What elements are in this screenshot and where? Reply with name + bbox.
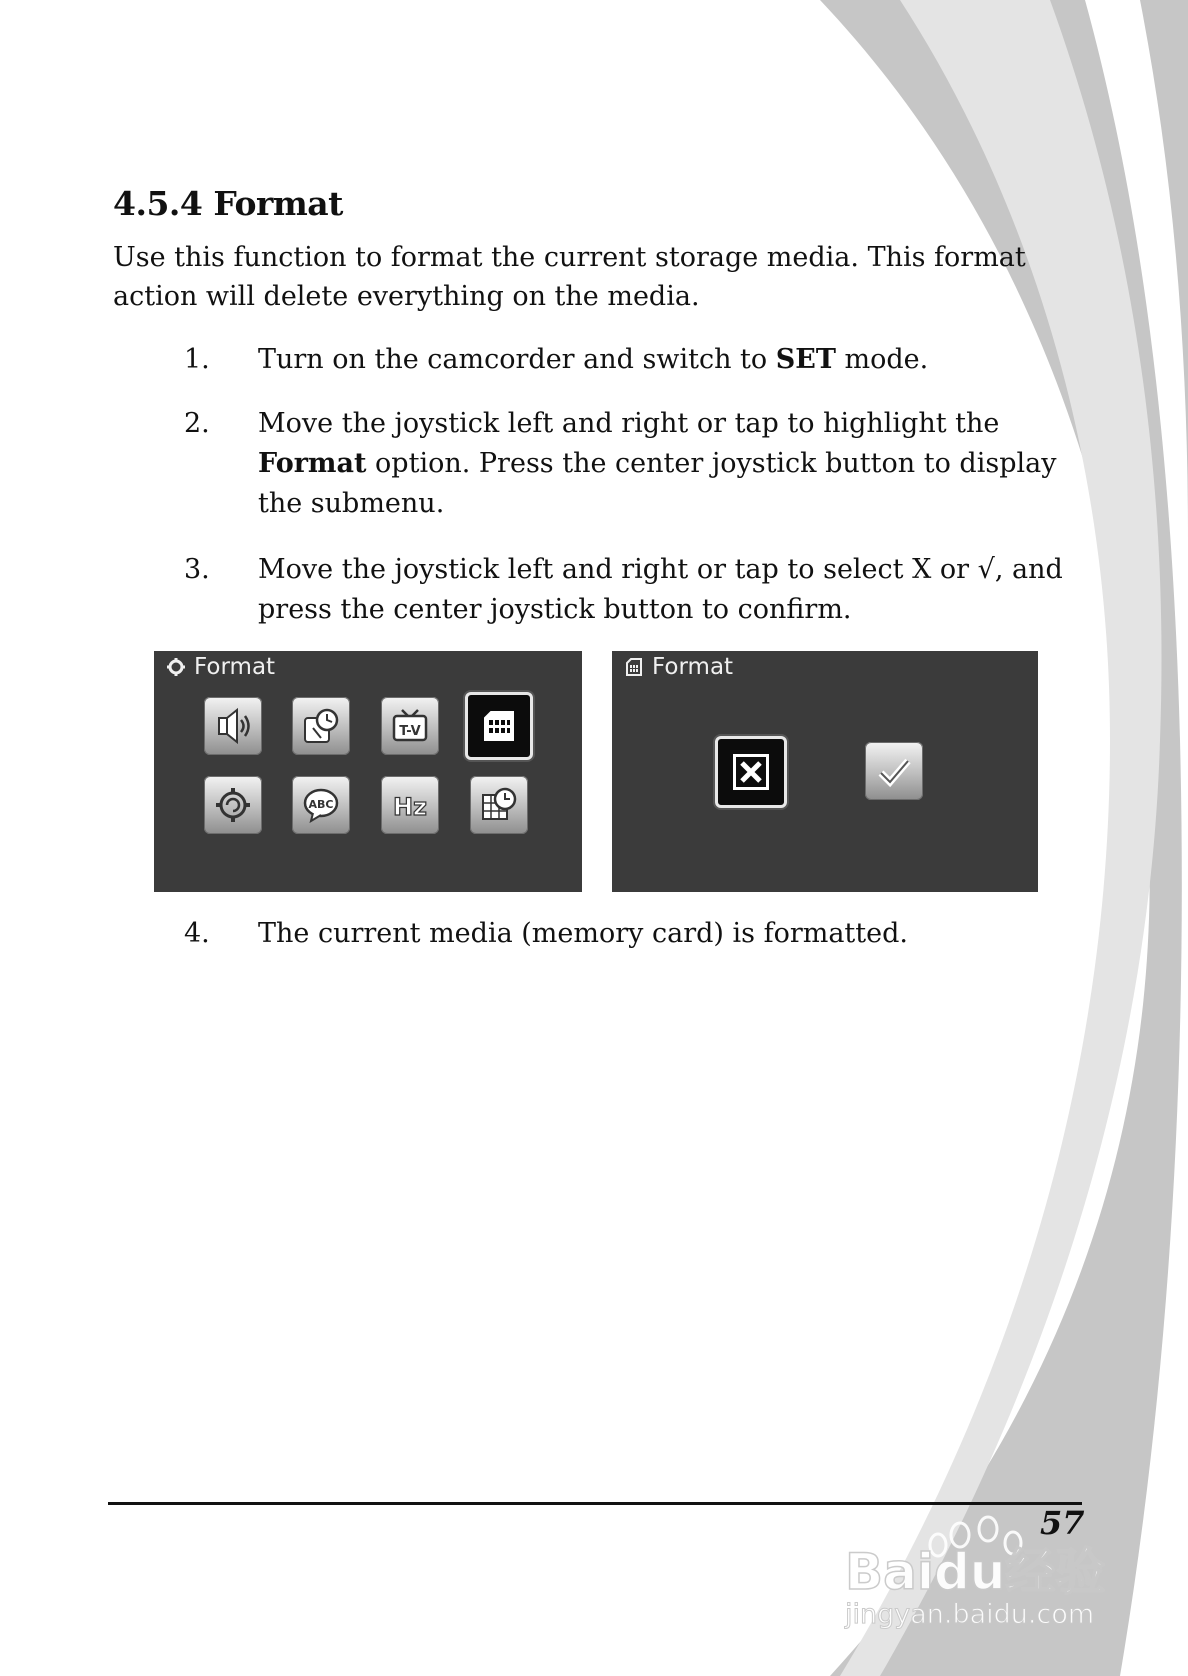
gear-icon xyxy=(166,657,186,677)
svg-text:Baidu经验: Baidu经验 xyxy=(845,1543,1106,1601)
auto-off-icon[interactable] xyxy=(470,776,528,834)
page-number: 57 xyxy=(1040,1504,1085,1542)
svg-text:T-V: T-V xyxy=(399,724,421,739)
format-icon[interactable] xyxy=(465,692,533,760)
format-small-icon xyxy=(624,657,644,677)
intro-paragraph: Use this function to format the current storage media. This format action will delete everything on the media. xyxy=(113,242,1026,312)
svg-text:Hz: Hz xyxy=(392,793,428,821)
cancel-x-icon[interactable] xyxy=(715,736,787,808)
svg-text:ABC: ABC xyxy=(308,798,334,811)
tv-out-icon[interactable] xyxy=(381,697,439,755)
step-text: The current media (memory card) is formatted. xyxy=(258,918,908,949)
step-text: Move the joystick left and right or tap to highlight the Format option. Press the center joystick button to display the submenu. xyxy=(258,408,1057,519)
step-number: 1. xyxy=(184,344,210,375)
menu-screenshot xyxy=(154,651,582,892)
section-heading: 4.5.4 Format xyxy=(113,184,343,223)
format-option-label: Format xyxy=(258,448,367,479)
step-number: 2. xyxy=(184,408,210,439)
step-number: 4. xyxy=(184,918,210,949)
confirm-screenshot xyxy=(612,651,1038,892)
step-text: Move the joystick left and right or tap to select X or √, and press the center joystick button to confirm. xyxy=(258,554,1063,625)
speaker-icon[interactable] xyxy=(204,697,262,755)
date-time-icon[interactable] xyxy=(292,697,350,755)
step-text: Turn on the camcorder and switch to SET mode. xyxy=(258,344,929,375)
confirm-title: Format xyxy=(624,654,733,680)
set-mode-label: SET xyxy=(775,344,836,375)
language-icon[interactable] xyxy=(292,776,350,834)
svg-text:jingyan.baidu.com: jingyan.baidu.com xyxy=(845,1599,1095,1630)
step-number: 3. xyxy=(184,554,210,585)
confirm-check-icon[interactable] xyxy=(865,742,923,800)
reset-icon[interactable] xyxy=(204,776,262,834)
frequency-icon[interactable] xyxy=(381,776,439,834)
menu-title: Format xyxy=(166,654,275,680)
baidu-watermark xyxy=(840,1505,1130,1635)
